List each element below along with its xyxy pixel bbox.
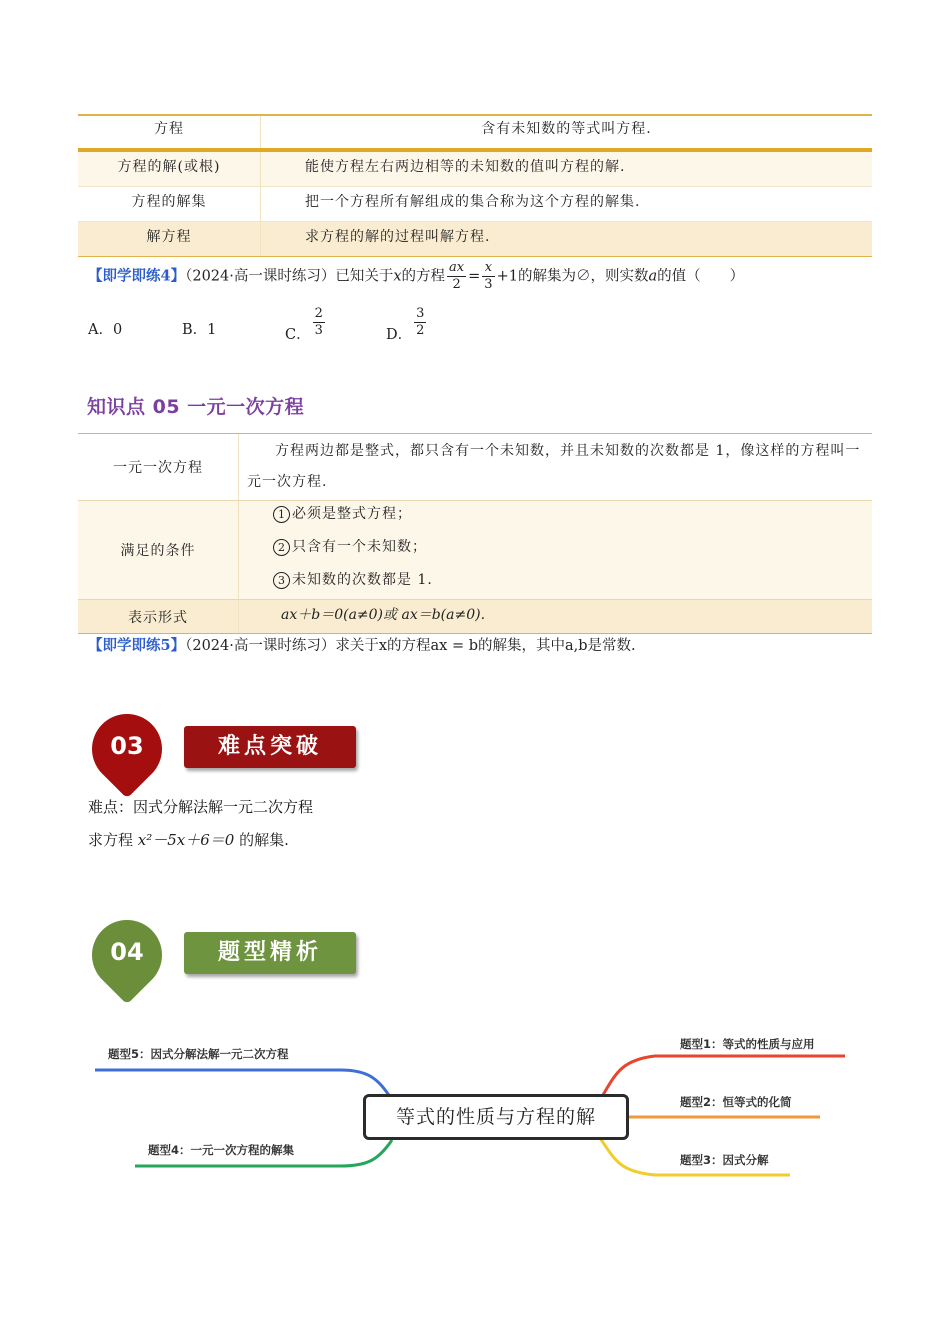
- option-b: B．1: [182, 322, 217, 338]
- exercise-text: 已知关于: [335, 268, 394, 285]
- table-row: [78, 434, 872, 500]
- numerator: 2: [314, 306, 323, 321]
- definition-cell: 把一个方程所有解组成的集合称为这个方程的解集.: [305, 194, 641, 210]
- denominator: 2: [452, 277, 461, 292]
- list-item: [273, 534, 872, 567]
- option-d: [386, 306, 428, 343]
- term-cell: 方程的解集: [78, 187, 261, 221]
- exercise-text: 求关于x的方程ax = b的解集，其中a,b是常数.: [335, 638, 636, 654]
- option-label: D．: [386, 326, 413, 343]
- circled-number: 1: [273, 506, 290, 523]
- branch-label-1: 题型1：等式的性质与应用: [680, 1037, 815, 1051]
- branch-label-4: 题型4：一元一次方程的解集: [148, 1143, 295, 1157]
- exercise-text: 的方程: [401, 268, 446, 285]
- branch-label-2: 题型2：恒等式的化简: [680, 1095, 792, 1109]
- circled-number: 3: [273, 572, 290, 589]
- definition-cell: 求方程的解的过程叫解方程.: [305, 229, 491, 245]
- numerator: ax: [449, 260, 465, 275]
- table-row: [78, 116, 872, 148]
- list-item: [273, 567, 872, 600]
- definition-cell: 能使方程左右两边相等的未知数的值叫方程的解.: [305, 159, 626, 175]
- exercise-tag: 【即学即练5】: [88, 637, 186, 654]
- mind-map: [0, 1020, 950, 1220]
- table-row: [78, 500, 872, 599]
- text: 求方程: [88, 831, 138, 849]
- term-cell: 解方程: [78, 222, 261, 256]
- denominator: 2: [416, 323, 425, 338]
- option-label: C．: [285, 326, 311, 343]
- table-row: [78, 186, 872, 221]
- variable: x: [393, 268, 402, 285]
- fraction: [313, 306, 325, 339]
- exercise-source: （2024·高一课时练习）: [185, 638, 336, 654]
- circled-number: 2: [273, 539, 290, 556]
- term-cell: 方程的解(或根): [78, 152, 261, 186]
- conditions-list: [239, 501, 872, 599]
- badge-title: 难点突破: [184, 726, 356, 768]
- branch-label-5: 题型5：因式分解法解一元二次方程: [108, 1047, 289, 1061]
- exercise-tag: 【即学即练4】: [88, 267, 186, 285]
- definition-cell: 含有未知数的等式叫方程.: [481, 121, 652, 137]
- exercise-text: +1: [496, 268, 518, 285]
- definition-cell: ax＋b＝0(a≠0)或 ax＝b(a≠0).: [281, 607, 486, 623]
- equation-definitions-table: [78, 114, 872, 257]
- option-a: A．0: [88, 322, 123, 338]
- fraction: [482, 260, 494, 293]
- equation: x²－5x＋6＝0: [137, 831, 235, 849]
- fraction: [447, 260, 466, 293]
- denominator: 3: [314, 323, 323, 338]
- exercise-5: [88, 634, 636, 655]
- table-row: [78, 221, 872, 256]
- exercise-source: （2024·高一课时练习）: [185, 268, 336, 285]
- exercise-text: 的值（ ）: [657, 268, 745, 285]
- table-row: [78, 599, 872, 633]
- mind-map-center: 等式的性质与方程的解: [363, 1094, 629, 1140]
- branch-label-3: 题型3：因式分解: [680, 1153, 769, 1167]
- equals-sign: =: [468, 268, 481, 285]
- term-cell: 满足的条件: [78, 501, 239, 599]
- difficulty-text: [88, 829, 289, 850]
- badge-number: 04: [110, 938, 144, 966]
- exercise-text: 的解集为∅，则实数: [517, 268, 649, 285]
- text: 的解集.: [234, 831, 289, 849]
- definition-cell: 方程两边都是整式，都只含有一个未知数，并且未知数的次数都是 1，像这样的方程叫一元一次方程.: [247, 443, 861, 490]
- list-item: [273, 501, 872, 534]
- denominator: 3: [484, 277, 493, 292]
- condition-text: 必须是整式方程；: [292, 506, 412, 522]
- linear-equation-table: [78, 433, 872, 634]
- fraction: [414, 306, 426, 339]
- option-c: [285, 306, 327, 343]
- condition-text: 只含有一个未知数；: [292, 539, 427, 555]
- condition-text: 未知数的次数都是 1.: [292, 572, 433, 588]
- numerator: 3: [416, 306, 425, 321]
- term-cell: 方程: [78, 116, 261, 148]
- section-heading: 知识点 05 一元一次方程: [87, 396, 305, 418]
- numerator: x: [482, 260, 494, 277]
- variable: a: [648, 268, 658, 285]
- branch-line-5: [95, 1070, 392, 1100]
- badge-number: 03: [110, 732, 144, 760]
- term-cell: 一元一次方程: [78, 434, 239, 500]
- table-row: [78, 152, 872, 186]
- difficulty-title: 难点：因式分解法解一元二次方程: [88, 798, 314, 816]
- badge-title: 题型精析: [184, 932, 356, 974]
- term-cell: 表示形式: [78, 600, 239, 633]
- exercise-4: [88, 260, 744, 293]
